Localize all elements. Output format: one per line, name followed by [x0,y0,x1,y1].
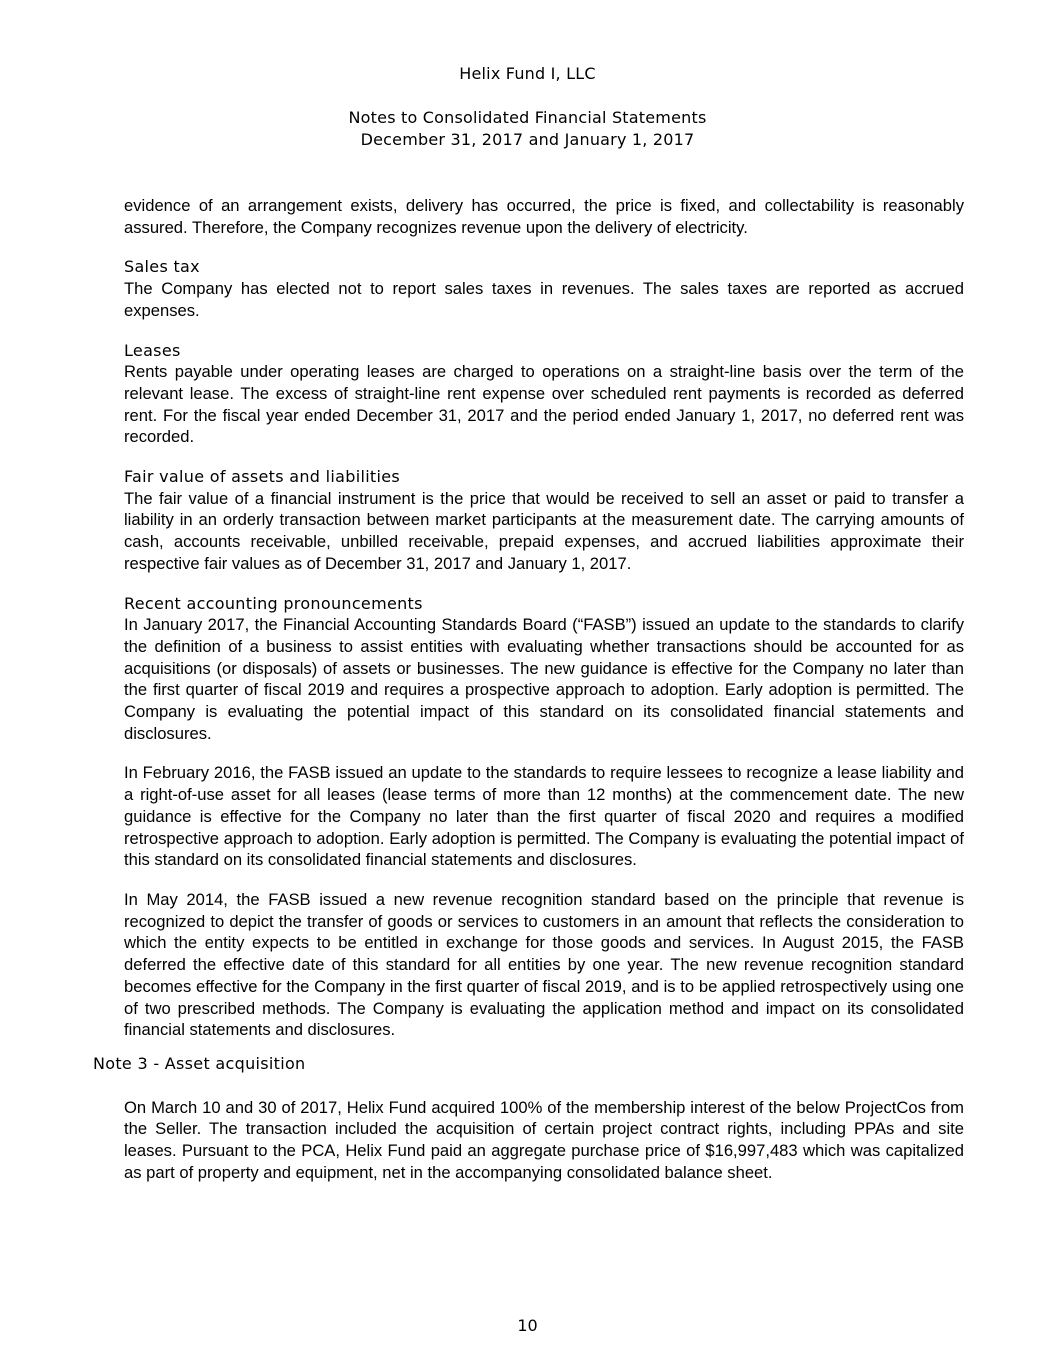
company-name: Helix Fund I, LLC [459,64,596,83]
fair-value-heading: Fair value of assets and liabilities [124,467,401,487]
fair-value-text: The fair value of a financial instrument is the price that would be received to sell an asset or paid to transfer a liability in an orderly transaction between market participants at the measurement date. The carrying amounts of cash, accounts receivable, unbilled receivable, prepaid expenses, and accrued liabilities approximate their respective fair values as of December 31, 2017 and January 1, 2017. [124,488,964,573]
section-note-3 [93,1053,964,1184]
sales-tax-heading: Sales tax [124,257,200,277]
document-date: December 31, 2017 and January 1, 2017 [360,130,695,149]
document-body [93,195,964,1201]
page-number: 10 [517,1316,538,1335]
leases-text: Rents payable under operating leases are charged to operations on a straight-line basis over the term of the relevant lease. The excess of straight-line rent expense over scheduled rent payments is recorded as deferred rent. For the fiscal year ended December 31, 2017 and the period ended January 1, 2017, no deferred rent was recorded. [124,362,964,447]
section-fair-value [124,466,964,575]
recent-pronouncements-heading: Recent accounting pronouncements [124,593,423,613]
pronouncement-paragraph: In January 2017, the Financial Accounting Standards Board (“FASB”) issued an update to the standards to clarify the definition of a business to assist entities with evaluating whether transactions should be accounted for as acquisitions (or disposals) of assets or businesses. The new guidance is effective for the Company no later than the first quarter of fiscal 2019 and requires a prospective approach to adoption. Early adoption is permitted. The Company is evaluating the potential impact of this standard on its consolidated financial statements and disclosures. [124,615,964,743]
document-title: Notes to Consolidated Financial Statements [348,108,707,127]
pronouncement-paragraph: In May 2014, the FASB issued a new revenue recognition standard based on the principle that revenue is recognized to depict the transfer of goods or services to customers in an amount that reflects the consideration to which the entity expects to be entitled in exchange for those goods and services. In August 2015, the FASB deferred the effective date of this standard for all entities by one year. The new revenue recognition standard becomes effective for the Company in the first quarter of fiscal 2019, and is to be applied retrospectively using one of two prescribed methods. The Company is evaluating the application method and impact on its consolidated financial statements and disclosures. [124,889,964,1040]
sales-tax-text: The Company has elected not to report sales taxes in revenues. The sales taxes are reported as accrued expenses. [124,279,964,320]
section-sales-tax [124,256,964,321]
section-recent-pronouncements [124,593,964,1041]
leases-heading: Leases [124,340,181,360]
note-3-text: On March 10 and 30 of 2017, Helix Fund acquired 100% of the membership interest of the below ProjectCos from the Seller. The transaction included the acquisition of certain project contract rights, including PPAs and site leases. Pursuant to the PCA, Helix Fund paid an aggregate purchase price of $16,997,483 which was capitalized as part of property and equipment, net in the accompanying consolidated balance sheet. [124,1097,964,1182]
revenue-recognition-continued: evidence of an arrangement exists, delivery has occurred, the price is fixed, and collectability is reasonably assured. Therefore, the Company recognizes revenue upon the delivery of electricity. [124,196,964,237]
section-leases [124,340,964,449]
note-3-heading: Note 3 - Asset acquisition [93,1053,306,1073]
pronouncement-paragraph: In February 2016, the FASB issued an update to the standards to require lessees to recognize a lease liability and a right-of-use asset for all leases (lease terms of more than 12 months) at the commencement date. The new guidance is effective for the Company no later than the first quarter of fiscal 2020 and requires a modified retrospective approach to adoption. Early adoption is permitted. The Company is evaluating the potential impact of this standard on its consolidated financial statements and disclosures. [124,763,964,870]
